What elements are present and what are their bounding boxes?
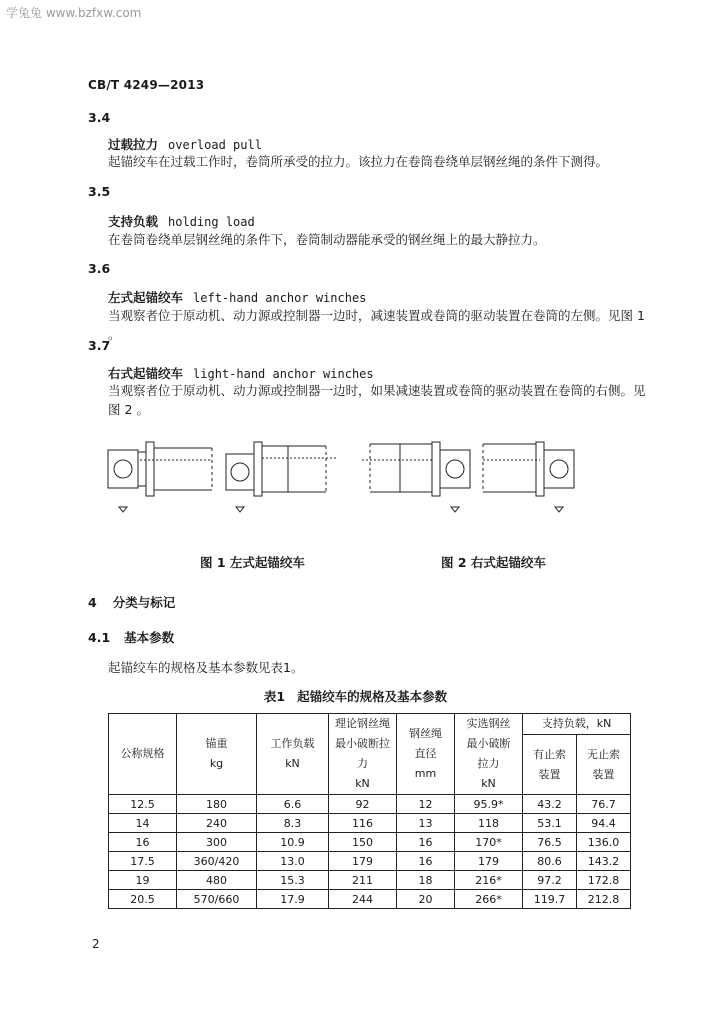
standard-number: CB/T 4249—2013 (88, 78, 205, 92)
table-row: 20.5 570/660 17.9 244 20 266* 119.7 212.8 (109, 890, 631, 909)
term-en: left-hand anchor winches (193, 291, 367, 305)
header-rope-diameter: 钢丝绳 直径 mm (397, 714, 455, 795)
term-en: light-hand anchor winches (193, 367, 374, 381)
header-spec: 公称规格 (109, 714, 177, 795)
fig1-winch-b (226, 442, 338, 512)
table-title: 起锚绞车的规格及基本参数 (297, 689, 448, 704)
term-definition: 当观察者位于原动机、动力源或控制器一边时，如果减速装置或卷筒的驱动装置在卷筒的右侧。见图 2 。 (108, 383, 646, 417)
page-number: 2 (92, 937, 100, 951)
header-actual-break: 实选钢丝 最小破断 拉力 kN (455, 714, 523, 795)
term-zh: 左式起锚绞车 (108, 290, 184, 305)
section-number: 3.4 (88, 110, 111, 125)
section-number: 3.7 (88, 338, 111, 353)
section-heading (88, 628, 174, 646)
table-row: 16 300 10.9 150 16 170* 76.5 136.0 (109, 833, 631, 852)
term-zh: 过载拉力 (108, 137, 159, 152)
term-zh: 支持负载 (108, 214, 159, 229)
header-holding-load: 支持负载，kN (523, 714, 631, 735)
term-definition: 在卷筒卷绕单层钢丝绳的条件下，卷筒制动器能承受的钢丝绳上的最大静拉力。 (108, 232, 546, 247)
header-theoretical-break: 理论钢丝绳 最小破断拉 力 kN (329, 714, 397, 795)
section41-number: 4.1 (88, 630, 111, 645)
section-number: 3.5 (88, 184, 111, 199)
header-without-stopper: 无止索 装置 (577, 735, 631, 795)
fig2-winch-c (362, 442, 470, 512)
header-with-stopper: 有止索 装置 (523, 735, 577, 795)
fig1-winch-a (108, 442, 212, 512)
section-number: 3.6 (88, 261, 111, 276)
term-heading (108, 364, 374, 382)
chapter-number: 4 (88, 595, 97, 610)
table-row: 14 240 8.3 116 13 118 53.1 94.4 (109, 814, 631, 833)
term-heading (108, 135, 262, 153)
chapter-title: 分类与标记 (112, 595, 176, 610)
term-zh: 右式起锚绞车 (108, 366, 184, 381)
chapter-heading (88, 593, 175, 611)
watermark: 学兔兔 www.bzfxw.com (6, 6, 142, 20)
term-definition: 起锚绞车在过载工作时，卷筒所承受的拉力。该拉力在卷筒卷绕单层钢丝绳的条件下测得。 (108, 154, 609, 169)
table-number: 表1 (263, 689, 286, 704)
fig2-winch-d (483, 442, 574, 512)
term-en: overload pull (168, 138, 262, 152)
table-row: 17.5 360/420 13.0 179 16 179 80.6 143.2 (109, 852, 631, 871)
term-heading (108, 288, 366, 306)
figure1-caption: 图 1 左式起锚绞车 (200, 555, 305, 570)
figure2-caption: 图 2 右式起锚绞车 (441, 555, 546, 570)
term-definition: 当观察者位于原动机、动力源或控制器一边时，减速装置或卷筒的驱动装置在卷筒的左侧。见图 1 。 (108, 308, 645, 342)
table-row: 12.5 180 6.6 92 12 95.9* 43.2 76.7 (109, 795, 631, 814)
table-caption (0, 687, 711, 705)
spec-table (108, 713, 631, 909)
header-anchor-weight: 锚重 kg (177, 714, 257, 795)
term-heading (108, 212, 255, 230)
winch-figures (100, 430, 580, 515)
section41-text: 起锚绞车的规格及基本参数见表1。 (108, 660, 304, 675)
table-row: 19 480 15.3 211 18 216* 97.2 172.8 (109, 871, 631, 890)
section41-title: 基本参数 (124, 630, 175, 645)
header-working-load: 工作负载 kN (257, 714, 329, 795)
term-en: holding load (168, 215, 255, 229)
